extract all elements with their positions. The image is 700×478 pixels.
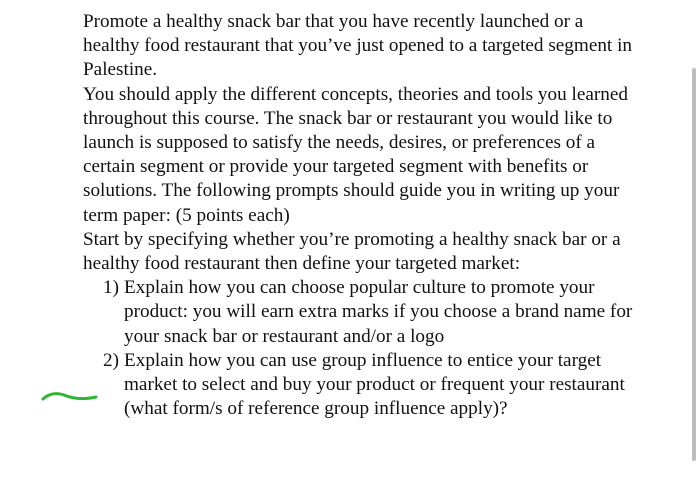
- vertical-scrollbar[interactable]: [692, 68, 696, 461]
- list-item: [83, 349, 643, 422]
- instructions-paragraph: You should apply the different concepts, theories and tools you learned throughout this course. The snack bar or restaurant you would like to launch is supposed to satisfy the needs, desires, or preferences of a certain segment or provide your targeted segment with benefits or solutions. The following prompts should guide you in writing up your term paper: (5 points each): [83, 83, 628, 226]
- list-item-text: Explain how you can use group influence to entice your target market to select and buy your product or frequent your restaurant (what form/s of reference group influence apply)?: [124, 349, 625, 420]
- list-item: [83, 276, 643, 349]
- list-marker: 2): [103, 349, 119, 371]
- prompt-list: [83, 276, 643, 421]
- assignment-text: [83, 10, 643, 421]
- prompt-paragraph: Start by specifying whether you’re promoting a healthy snack bar or a healthy food restaurant then define your targeted market:: [83, 228, 621, 275]
- highlight-annotation-mark: [40, 386, 100, 410]
- list-marker: 1): [103, 277, 119, 299]
- list-item-text: Explain how you can choose popular culture to promote your product: you will earn extra marks if you choose a brand name for your snack bar or restaurant and/or a logo: [124, 277, 633, 347]
- intro-paragraph: Promote a healthy snack bar that you have recently launched or a healthy food restaurant that you’ve just opened to a targeted segment in Palestine.: [83, 11, 632, 81]
